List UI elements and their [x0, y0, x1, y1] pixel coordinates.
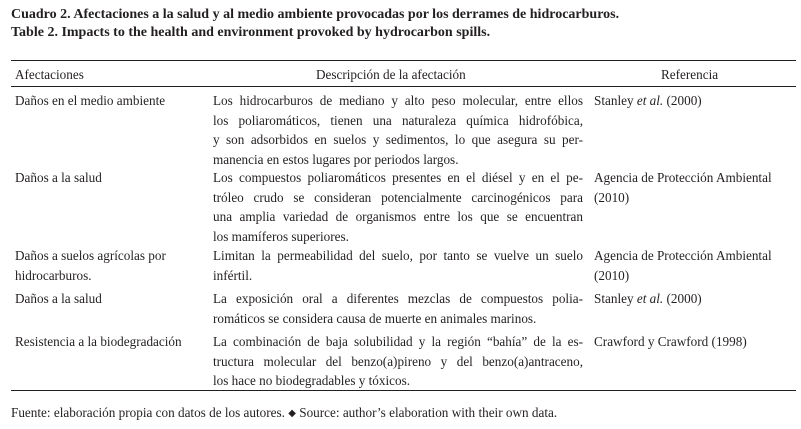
table-row-2-referencia [594, 168, 772, 207]
afectacion-text: Resistencia a la biodegradación [15, 334, 182, 349]
descripcion-line: tróleo crudo se consideran potencialmente carcinogénicos para [213, 189, 583, 205]
table-row-3-descripcion [213, 246, 583, 285]
ref-author: Stanley [594, 291, 637, 306]
caption-english: Table 2. Impacts to the health and environment provoked by hydrocarbon spills. [11, 25, 491, 40]
top-rule [11, 60, 796, 61]
table-row-4-referencia [594, 289, 702, 309]
table-row-5-descripcion [213, 332, 583, 391]
table-row-2-afectacion [15, 168, 102, 188]
descripcion-line: los poliaromáticos, tienen una naturaleza química hidrofóbica, [213, 112, 583, 128]
descripcion-line: tructura molecular del benzo(a)pireno y del benzo(a)antraceno, [213, 353, 583, 369]
footer-spanish: Fuente: elaboración propia con datos de los autores. [11, 405, 285, 420]
descripcion-line: romáticos se considera causa de muerte en animales marinos. [213, 310, 537, 326]
ref-line: Agencia de Protección Ambiental [594, 170, 772, 185]
table-row-1-referencia [594, 91, 702, 111]
table-row-5-referencia [594, 332, 747, 352]
descripcion-line: Los hidrocarburos de mediano y alto peso molecular, entre ellos [213, 93, 583, 108]
table-row-4-descripcion [213, 289, 583, 328]
caption-spanish: Cuadro 2. Afectaciones a la salud y al medio ambiente provocadas por los derrames de hidrocarburos. [11, 7, 620, 22]
afectacion-text: Daños a suelos agrícolas por [15, 248, 166, 263]
ref-line: (2010) [594, 189, 630, 205]
afectacion-text: Daños a la salud [15, 291, 102, 306]
descripcion-line: Los compuestos poliaromáticos presentes en el diésel y en el pe- [213, 170, 583, 185]
table-row-3-afectacion [15, 246, 166, 285]
bottom-rule [11, 390, 796, 391]
ref-line: (2010) [594, 267, 630, 283]
afectacion-text: Daños en el medio ambiente [15, 93, 166, 108]
table-footer [11, 405, 557, 421]
table-row-1-afectacion [15, 91, 165, 111]
ref-author: Stanley [594, 93, 637, 108]
descripcion-line: La exposición oral a diferentes mezclas de compuestos polia- [213, 291, 583, 306]
descripcion-line: una amplia variedad de organismos entre los que se encuentran [213, 209, 583, 224]
table-row-3-referencia [594, 246, 772, 285]
header-rule [11, 86, 796, 87]
table-row-1-descripcion [213, 91, 583, 169]
ref-etal: et al. [636, 93, 664, 108]
descripcion-line: y son adsorbidos en suelos y sedimentos, lo que asegura su per- [213, 132, 583, 147]
ref-line: Crawford y Crawford (1998) [594, 334, 747, 349]
descripcion-line: Limitan la permeabilidad del suelo, por tanto se vuelve un suelo [213, 248, 583, 263]
descripcion-line: los hace no biodegradables y tóxicos. [213, 373, 411, 388]
afectacion-text: Daños a la salud [15, 170, 102, 185]
ref-line: Agencia de Protección Ambiental [594, 248, 772, 263]
ref-year: (2000) [663, 291, 702, 306]
ref-etal: et al. [636, 291, 664, 306]
descripcion-line: La combinación de baja solubilidad y la región “bahía” de la es- [213, 334, 583, 349]
table-row-5-afectacion [15, 332, 182, 352]
footer-english: Source: author’s elaboration with their own data. [299, 405, 558, 420]
descripcion-line: infértil. [213, 267, 253, 283]
header-descripcion: Descripción de la afectación [316, 67, 466, 82]
table-row-2-descripcion [213, 168, 583, 246]
header-afectaciones: Afectaciones [15, 67, 84, 82]
table-row-4-afectacion [15, 289, 102, 309]
descripcion-line: manencia en estos lugares por periodos largos. [213, 151, 459, 167]
ref-year: (2000) [663, 93, 702, 108]
header-referencia: Referencia [661, 67, 719, 82]
diamond-icon: ◆ [288, 408, 296, 419]
afectacion-text: hidrocarburos. [15, 267, 92, 283]
descripcion-line: los mamíferos superiores. [213, 228, 349, 244]
